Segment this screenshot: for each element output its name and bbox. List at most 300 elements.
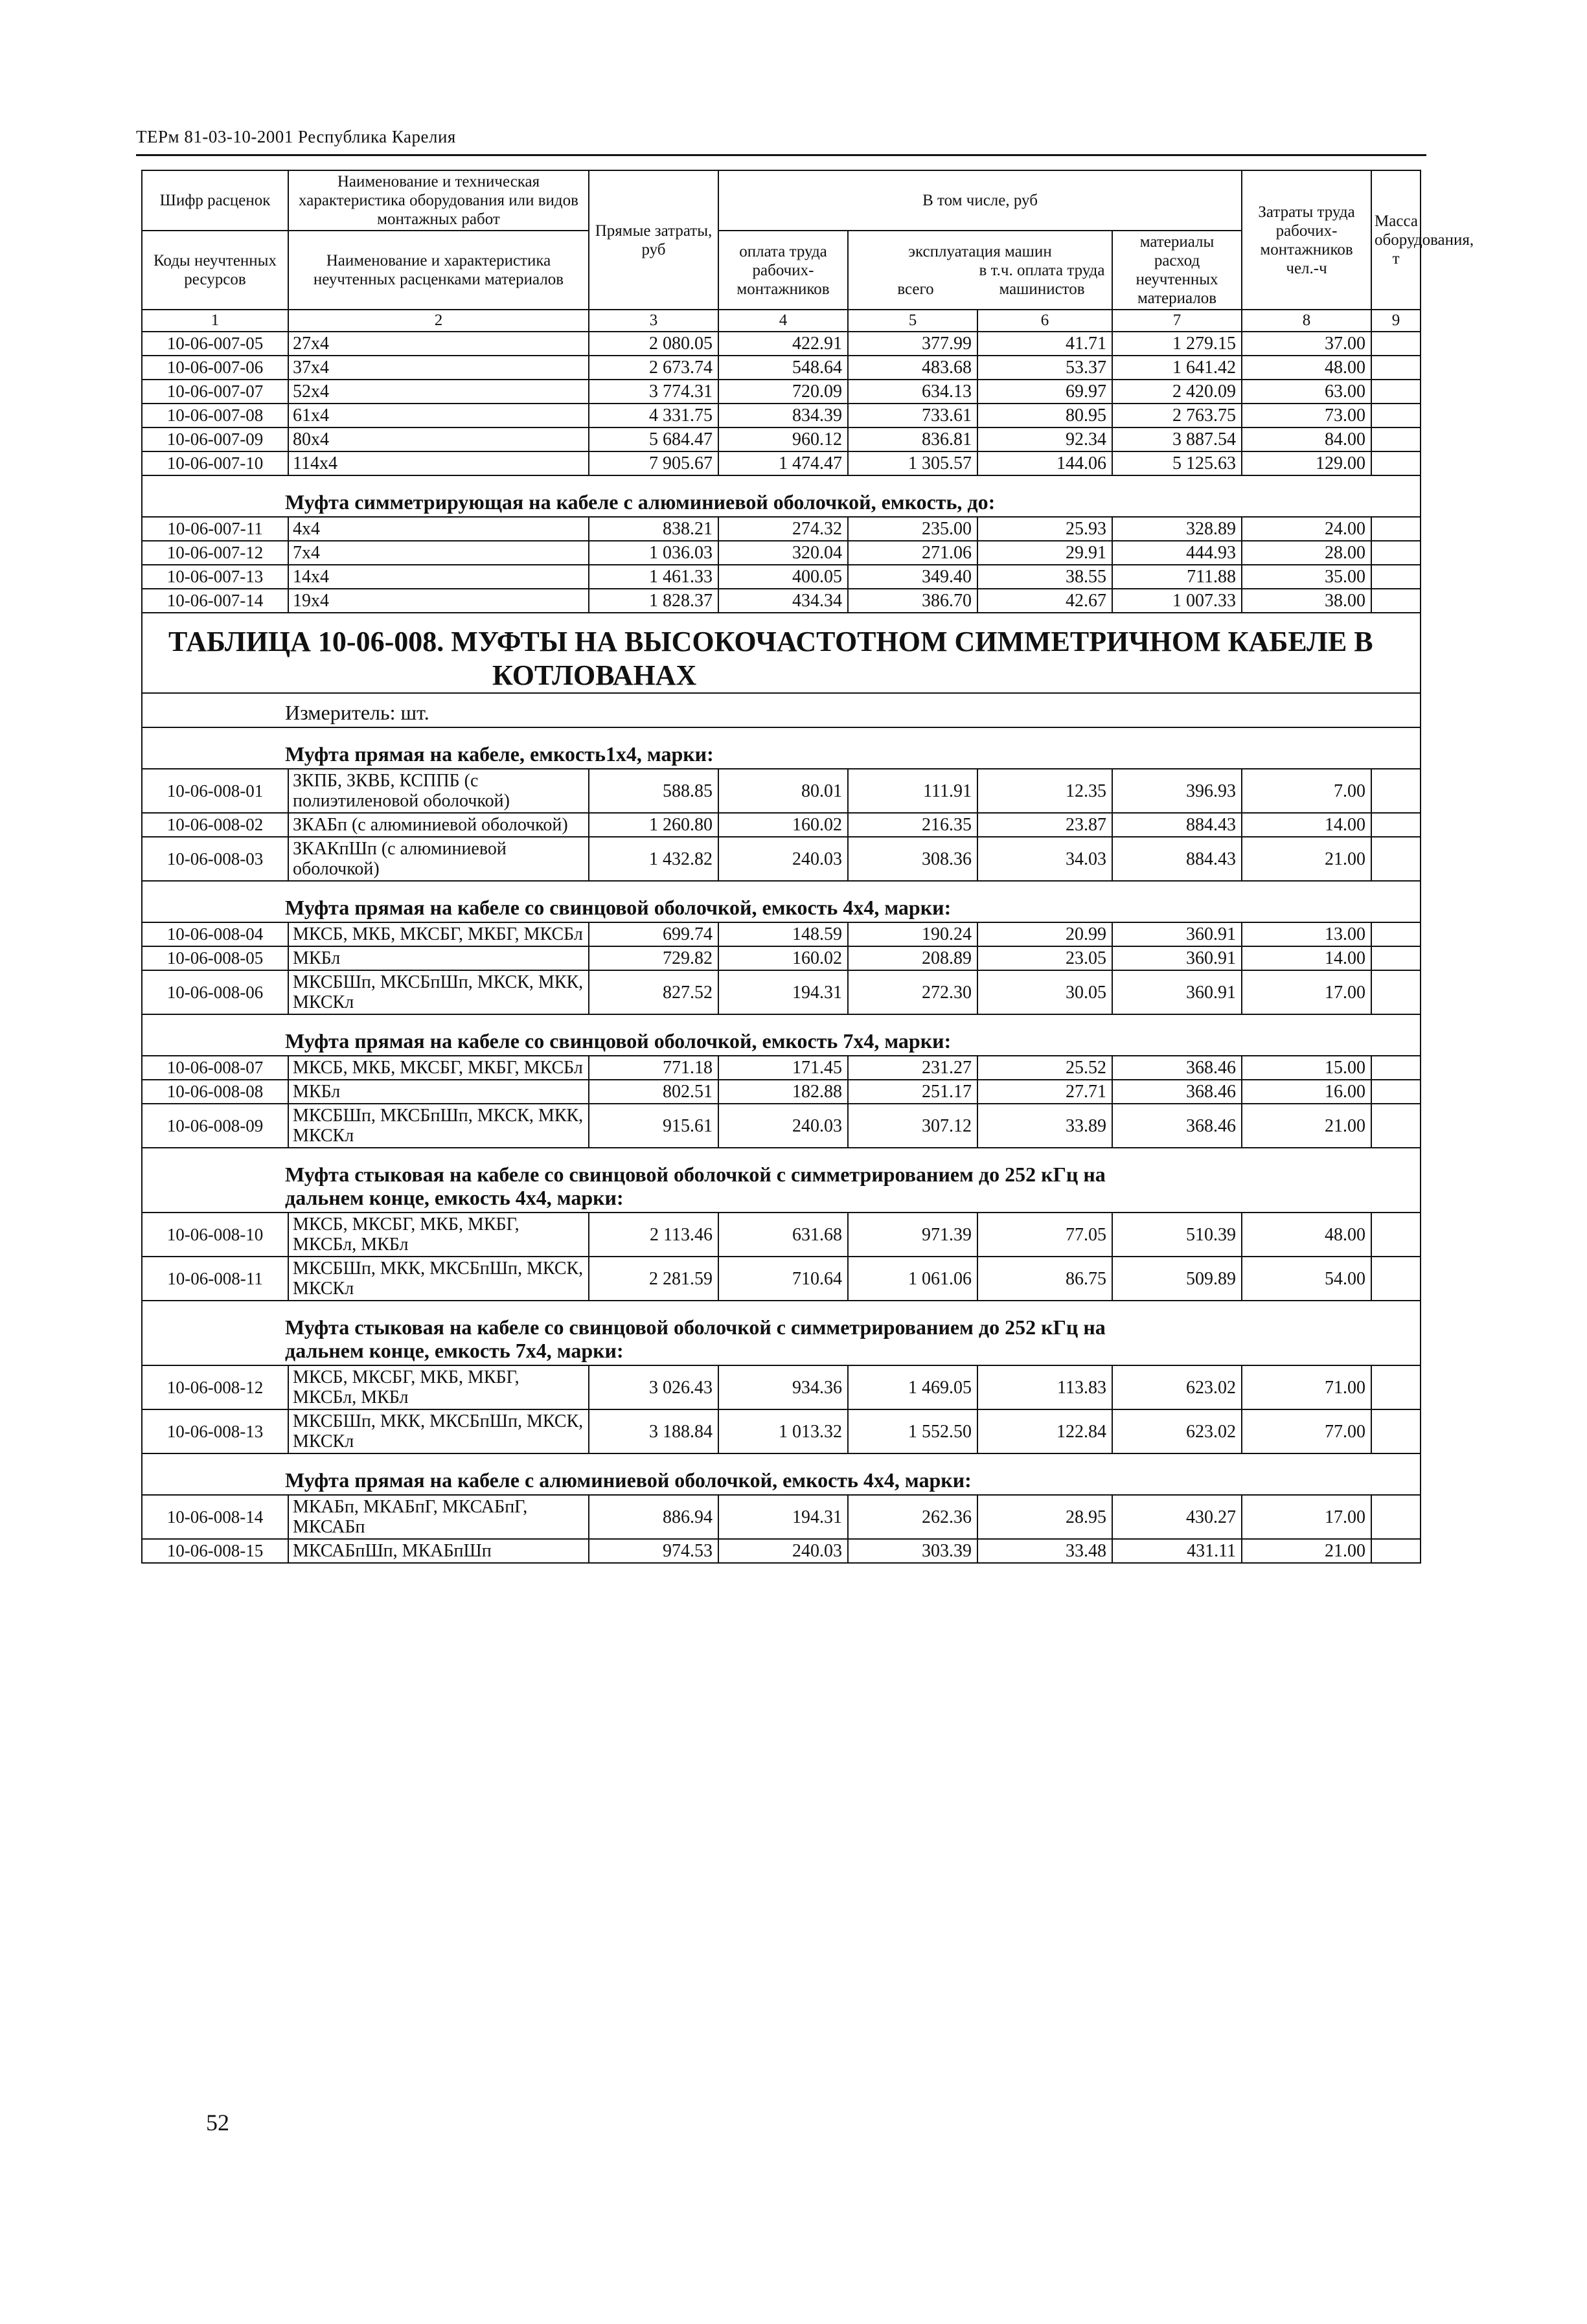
mass — [1371, 1409, 1421, 1453]
mass — [1371, 1495, 1421, 1539]
wages: 631.68 — [718, 1213, 848, 1257]
wages: 1 013.32 — [718, 1409, 848, 1453]
rate-code: 10-06-008-06 — [142, 970, 288, 1014]
rate-code: 10-06-008-13 — [142, 1409, 288, 1453]
col-materials — [1112, 231, 1242, 310]
table-row — [142, 517, 1421, 541]
machinist-wages: 92.34 — [977, 427, 1112, 451]
idx-cell: 3 — [589, 310, 718, 332]
mass — [1371, 565, 1421, 589]
direct-cost: 1 432.82 — [589, 837, 718, 881]
direct-cost: 771.18 — [589, 1056, 718, 1080]
machines-total: 303.39 — [848, 1539, 977, 1563]
labor-hours: 63.00 — [1242, 380, 1371, 404]
direct-cost: 5 684.47 — [589, 427, 718, 451]
labor-hours: 73.00 — [1242, 404, 1371, 427]
machines-total: 235.00 — [848, 517, 977, 541]
wages: 434.34 — [718, 589, 848, 613]
rate-code: 10-06-007-07 — [142, 380, 288, 404]
direct-cost: 886.94 — [589, 1495, 718, 1539]
idx-cell: 8 — [1242, 310, 1371, 332]
rate-code: 10-06-007-09 — [142, 427, 288, 451]
col-including: В том числе, руб — [718, 170, 1242, 231]
machinist-wages: 20.99 — [977, 922, 1112, 946]
page-number: 52 — [206, 2110, 229, 2136]
section-row — [142, 727, 1421, 769]
col-machines-label: эксплуатация машин — [908, 242, 1052, 260]
col-wages: оплата труда рабочих-монтажников — [718, 231, 848, 310]
labor-hours: 16.00 — [1242, 1080, 1371, 1104]
machinist-wages: 25.93 — [977, 517, 1112, 541]
rate-name: МКСБШп, МКК, МКСБпШп, МКСК, МКСКл — [288, 1409, 589, 1453]
materials: 368.46 — [1112, 1056, 1242, 1080]
materials: 368.46 — [1112, 1080, 1242, 1104]
section-title — [142, 475, 1421, 517]
section-title-line: Муфта прямая на кабеле, емкость1x4, марки: — [285, 742, 714, 766]
col-direct: Прямые затраты, руб — [589, 170, 718, 310]
rate-name: МКСБ, МКБ, МКСБГ, МКБГ, МКСБл — [288, 1056, 589, 1080]
mass — [1371, 922, 1421, 946]
wages: 194.31 — [718, 1495, 848, 1539]
labor-hours: 71.00 — [1242, 1365, 1371, 1409]
table-row — [142, 1104, 1421, 1148]
table-row — [142, 1080, 1421, 1104]
labor-hours: 17.00 — [1242, 970, 1371, 1014]
materials: 360.91 — [1112, 922, 1242, 946]
mass — [1371, 1056, 1421, 1080]
table-row — [142, 1539, 1421, 1563]
machinist-wages: 25.52 — [977, 1056, 1112, 1080]
rate-name: МКСБШп, МКСБпШп, МКСК, МКК, МКСКл — [288, 970, 589, 1014]
table-row — [142, 1257, 1421, 1301]
table-row — [142, 404, 1421, 427]
machines-total: 1 469.05 — [848, 1365, 977, 1409]
machinist-wages: 77.05 — [977, 1213, 1112, 1257]
rates-table — [141, 170, 1474, 1564]
materials: 509.89 — [1112, 1257, 1242, 1301]
table-row — [142, 541, 1421, 565]
labor-hours: 48.00 — [1242, 356, 1371, 380]
section-title-line: Муфта прямая на кабеле с алюминиевой оболочкой, емкость 4x4, марки: — [285, 1468, 972, 1492]
mass — [1371, 1539, 1421, 1563]
materials: 5 125.63 — [1112, 451, 1242, 475]
machines-total: 634.13 — [848, 380, 977, 404]
machinist-wages: 38.55 — [977, 565, 1112, 589]
section-title — [142, 1014, 1421, 1056]
labor-hours: 37.00 — [1242, 332, 1371, 356]
mass — [1371, 427, 1421, 451]
rate-code: 10-06-008-11 — [142, 1257, 288, 1301]
direct-cost: 838.21 — [589, 517, 718, 541]
idx-cell: 9 — [1371, 310, 1421, 332]
mass — [1371, 970, 1421, 1014]
section-title-line: Муфта симметрирующая на кабеле с алюминиевой оболочкой, емкость, до: — [285, 490, 996, 514]
machines-total: 111.91 — [848, 769, 977, 813]
col-labor: Затраты труда рабочих-монтажников чел.-ч — [1242, 170, 1371, 310]
wages: 182.88 — [718, 1080, 848, 1104]
col-name-bottom: Наименование и характеристика неучтенных расценками материалов — [288, 231, 589, 310]
materials: 431.11 — [1112, 1539, 1242, 1563]
machinist-wages: 12.35 — [977, 769, 1112, 813]
machinist-wages: 23.05 — [977, 946, 1112, 970]
rate-name: МКСБ, МКСБГ, МКБ, МКБГ, МКСБл, МКБл — [288, 1365, 589, 1409]
machinist-wages: 29.91 — [977, 541, 1112, 565]
machinist-wages: 28.95 — [977, 1495, 1112, 1539]
wages: 548.64 — [718, 356, 848, 380]
col-machinist: в т.ч. оплата труда машинистов — [979, 261, 1105, 298]
section-row — [142, 881, 1421, 922]
materials: 1 007.33 — [1112, 589, 1242, 613]
column-index-row — [142, 310, 1421, 332]
materials: 396.93 — [1112, 769, 1242, 813]
col-materials-label: материалы — [1139, 233, 1215, 251]
labor-hours: 7.00 — [1242, 769, 1371, 813]
direct-cost: 1 461.33 — [589, 565, 718, 589]
direct-cost: 3 774.31 — [589, 380, 718, 404]
mass — [1371, 769, 1421, 813]
rate-name: ЗКАКпШп (с алюминиевой оболочкой) — [288, 837, 589, 881]
section-title-line: Муфта стыковая на кабеле со свинцовой оболочкой с симметрированием до 252 кГц на — [285, 1316, 1106, 1339]
wages: 240.03 — [718, 837, 848, 881]
wages: 934.36 — [718, 1365, 848, 1409]
table-row — [142, 837, 1421, 881]
rate-code: 10-06-008-02 — [142, 813, 288, 837]
direct-cost: 802.51 — [589, 1080, 718, 1104]
mass — [1371, 1213, 1421, 1257]
table-row — [142, 922, 1421, 946]
section-title — [142, 727, 1421, 769]
rate-code: 10-06-008-09 — [142, 1104, 288, 1148]
labor-hours: 54.00 — [1242, 1257, 1371, 1301]
col-mat-unacc: расход неучтенных материалов — [1136, 252, 1218, 307]
section-title — [142, 881, 1421, 922]
table-row — [142, 356, 1421, 380]
direct-cost: 3 026.43 — [589, 1365, 718, 1409]
machinist-wages: 86.75 — [977, 1257, 1112, 1301]
direct-cost: 4 331.75 — [589, 404, 718, 427]
labor-hours: 38.00 — [1242, 589, 1371, 613]
rate-name: 27x4 — [288, 332, 589, 356]
rate-name: ЗКАБп (с алюминиевой оболочкой) — [288, 813, 589, 837]
rate-code: 10-06-008-14 — [142, 1495, 288, 1539]
col-code-top: Шифр расценок — [142, 170, 288, 231]
labor-hours: 21.00 — [1242, 1104, 1371, 1148]
rate-name: 52x4 — [288, 380, 589, 404]
labor-hours: 77.00 — [1242, 1409, 1371, 1453]
table-row — [142, 332, 1421, 356]
wages: 400.05 — [718, 565, 848, 589]
rate-name: 4x4 — [288, 517, 589, 541]
machinist-wages: 113.83 — [977, 1365, 1112, 1409]
direct-cost: 1 828.37 — [589, 589, 718, 613]
machines-total: 308.36 — [848, 837, 977, 881]
direct-cost: 729.82 — [589, 946, 718, 970]
table-heading-line: ТАБЛИЦА 10-06-008. МУФТЫ НА ВЫСОКОЧАСТОТНОМ СИММЕТРИЧНОМ КАБЕЛЕ В — [168, 626, 1373, 657]
table-row — [142, 1213, 1421, 1257]
direct-cost: 1 036.03 — [589, 541, 718, 565]
labor-hours: 28.00 — [1242, 541, 1371, 565]
machinist-wages: 34.03 — [977, 837, 1112, 881]
machines-total: 1 061.06 — [848, 1257, 977, 1301]
table-row — [142, 769, 1421, 813]
rate-name: ЗКПБ, ЗКВБ, КСППБ (с полиэтиленовой оболочкой) — [288, 769, 589, 813]
mass — [1371, 517, 1421, 541]
labor-hours: 14.00 — [1242, 946, 1371, 970]
idx-cell: 5 — [848, 310, 977, 332]
direct-cost: 2 080.05 — [589, 332, 718, 356]
rate-name: 14x4 — [288, 565, 589, 589]
mass — [1371, 837, 1421, 881]
col-machines — [848, 231, 1112, 310]
machines-total: 208.89 — [848, 946, 977, 970]
mass — [1371, 1257, 1421, 1301]
wages: 960.12 — [718, 427, 848, 451]
rate-code: 10-06-007-08 — [142, 404, 288, 427]
mass — [1371, 1104, 1421, 1148]
rate-code: 10-06-008-05 — [142, 946, 288, 970]
machinist-wages: 33.89 — [977, 1104, 1112, 1148]
rate-code: 10-06-008-03 — [142, 837, 288, 881]
table-row — [142, 1495, 1421, 1539]
labor-hours: 24.00 — [1242, 517, 1371, 541]
mass — [1371, 1365, 1421, 1409]
section-title — [142, 1301, 1421, 1365]
rate-name: МКБл — [288, 1080, 589, 1104]
rate-name: МКБл — [288, 946, 589, 970]
labor-hours: 21.00 — [1242, 1539, 1371, 1563]
wages: 1 474.47 — [718, 451, 848, 475]
rate-code: 10-06-008-01 — [142, 769, 288, 813]
wages: 240.03 — [718, 1539, 848, 1563]
machines-total: 733.61 — [848, 404, 977, 427]
labor-hours: 14.00 — [1242, 813, 1371, 837]
wages: 320.04 — [718, 541, 848, 565]
wages: 171.45 — [718, 1056, 848, 1080]
header-rule — [136, 154, 1426, 156]
direct-cost: 1 260.80 — [589, 813, 718, 837]
machinist-wages: 122.84 — [977, 1409, 1112, 1453]
col-mass: Масса оборудования, т — [1371, 170, 1421, 310]
machinist-wages: 144.06 — [977, 451, 1112, 475]
mass — [1371, 451, 1421, 475]
measure-unit-line: Измеритель: шт. — [285, 701, 429, 724]
materials: 328.89 — [1112, 517, 1242, 541]
wages: 148.59 — [718, 922, 848, 946]
wages: 834.39 — [718, 404, 848, 427]
rate-name: 114x4 — [288, 451, 589, 475]
mass — [1371, 541, 1421, 565]
materials: 2 420.09 — [1112, 380, 1242, 404]
idx-cell: 2 — [288, 310, 589, 332]
materials: 430.27 — [1112, 1495, 1242, 1539]
materials: 884.43 — [1112, 837, 1242, 881]
section-title-line: Муфта стыковая на кабеле со свинцовой оболочкой с симметрированием до 252 кГц на — [285, 1163, 1106, 1186]
machines-total: 1 305.57 — [848, 451, 977, 475]
rate-name: МКСАБпШп, МКАБпШп — [288, 1539, 589, 1563]
running-header: ТЕРм 81-03-10-2001 Республика Карелия — [136, 127, 456, 146]
rate-code: 10-06-007-06 — [142, 356, 288, 380]
table-heading-line: КОТЛОВАНАХ — [492, 659, 697, 691]
machines-total: 190.24 — [848, 922, 977, 946]
materials: 1 279.15 — [1112, 332, 1242, 356]
rate-code: 10-06-008-15 — [142, 1539, 288, 1563]
direct-cost: 2 281.59 — [589, 1257, 718, 1301]
machinist-wages: 23.87 — [977, 813, 1112, 837]
mass — [1371, 356, 1421, 380]
section-row — [142, 1453, 1421, 1495]
table-row — [142, 1409, 1421, 1453]
table-row — [142, 1365, 1421, 1409]
table-row — [142, 1056, 1421, 1080]
wages: 194.31 — [718, 970, 848, 1014]
materials: 623.02 — [1112, 1365, 1242, 1409]
section-row — [142, 693, 1421, 727]
materials: 623.02 — [1112, 1409, 1242, 1453]
table-row — [142, 451, 1421, 475]
wages: 240.03 — [718, 1104, 848, 1148]
section-row — [142, 613, 1421, 693]
labor-hours: 15.00 — [1242, 1056, 1371, 1080]
section-title-line: дальнем конце, емкость 7x4, марки: — [285, 1339, 624, 1362]
rate-code: 10-06-008-07 — [142, 1056, 288, 1080]
rate-name: 80x4 — [288, 427, 589, 451]
machinist-wages: 42.67 — [977, 589, 1112, 613]
rate-name: МКСБ, МКСБГ, МКБ, МКБГ, МКСБл, МКБл — [288, 1213, 589, 1257]
table-row — [142, 565, 1421, 589]
rate-code: 10-06-007-05 — [142, 332, 288, 356]
labor-hours: 13.00 — [1242, 922, 1371, 946]
labor-hours: 21.00 — [1242, 837, 1371, 881]
section-row — [142, 475, 1421, 517]
table-row — [142, 380, 1421, 404]
table-heading — [142, 613, 1421, 693]
machines-total: 483.68 — [848, 356, 977, 380]
materials: 3 887.54 — [1112, 427, 1242, 451]
rate-name: МКАБп, МКАБпГ, МКСАБпГ, МКСАБп — [288, 1495, 589, 1539]
rate-code: 10-06-008-08 — [142, 1080, 288, 1104]
materials: 510.39 — [1112, 1213, 1242, 1257]
table-row — [142, 813, 1421, 837]
rate-name: 61x4 — [288, 404, 589, 427]
section-title-line: Муфта прямая на кабеле со свинцовой оболочкой, емкость 4x4, марки: — [285, 896, 952, 919]
machinist-wages: 30.05 — [977, 970, 1112, 1014]
table-row — [142, 427, 1421, 451]
rate-code: 10-06-007-12 — [142, 541, 288, 565]
rate-name: МКСБ, МКБ, МКСБГ, МКБГ, МКСБл — [288, 922, 589, 946]
col-code-bottom: Коды неучтенных ресурсов — [142, 231, 288, 310]
mass — [1371, 1080, 1421, 1104]
materials: 2 763.75 — [1112, 404, 1242, 427]
machines-total: 251.17 — [848, 1080, 977, 1104]
idx-cell: 1 — [142, 310, 288, 332]
machines-total: 377.99 — [848, 332, 977, 356]
direct-cost: 7 905.67 — [589, 451, 718, 475]
machinist-wages: 33.48 — [977, 1539, 1112, 1563]
col-name-top: Наименование и техническая характеристика оборудования или видов монтажных работ — [288, 170, 589, 231]
machinist-wages: 69.97 — [977, 380, 1112, 404]
table-row — [142, 589, 1421, 613]
wages: 422.91 — [718, 332, 848, 356]
rate-code: 10-06-008-10 — [142, 1213, 288, 1257]
machines-total: 971.39 — [848, 1213, 977, 1257]
rate-code: 10-06-007-14 — [142, 589, 288, 613]
machinist-wages: 41.71 — [977, 332, 1112, 356]
mass — [1371, 332, 1421, 356]
direct-cost: 699.74 — [589, 922, 718, 946]
section-row — [142, 1148, 1421, 1213]
machines-total: 272.30 — [848, 970, 977, 1014]
direct-cost: 915.61 — [589, 1104, 718, 1148]
direct-cost: 974.53 — [589, 1539, 718, 1563]
idx-cell: 4 — [718, 310, 848, 332]
rate-code: 10-06-008-12 — [142, 1365, 288, 1409]
labor-hours: 84.00 — [1242, 427, 1371, 451]
machines-total: 216.35 — [848, 813, 977, 837]
labor-hours: 48.00 — [1242, 1213, 1371, 1257]
direct-cost: 2 113.46 — [589, 1213, 718, 1257]
table-row — [142, 970, 1421, 1014]
section-title — [142, 1148, 1421, 1213]
labor-hours: 129.00 — [1242, 451, 1371, 475]
mass — [1371, 404, 1421, 427]
machinist-wages: 53.37 — [977, 356, 1112, 380]
header-row-1 — [142, 170, 1421, 231]
idx-cell: 7 — [1112, 310, 1242, 332]
machines-total: 262.36 — [848, 1495, 977, 1539]
rate-code: 10-06-007-11 — [142, 517, 288, 541]
machines-total: 1 552.50 — [848, 1409, 977, 1453]
section-title-line: Муфта прямая на кабеле со свинцовой оболочкой, емкость 7x4, марки: — [285, 1029, 952, 1053]
machines-total: 349.40 — [848, 565, 977, 589]
materials: 444.93 — [1112, 541, 1242, 565]
rate-name: МКСБШп, МКСБпШп, МКСК, МКК, МКСКл — [288, 1104, 589, 1148]
rate-code: 10-06-007-10 — [142, 451, 288, 475]
section-title-line: дальнем конце, емкость 4x4, марки: — [285, 1186, 624, 1209]
machines-total: 271.06 — [848, 541, 977, 565]
direct-cost: 2 673.74 — [589, 356, 718, 380]
wages: 710.64 — [718, 1257, 848, 1301]
machines-total: 307.12 — [848, 1104, 977, 1148]
materials: 1 641.42 — [1112, 356, 1242, 380]
wages: 80.01 — [718, 769, 848, 813]
section-row — [142, 1014, 1421, 1056]
rate-code: 10-06-008-04 — [142, 922, 288, 946]
labor-hours: 35.00 — [1242, 565, 1371, 589]
section-title — [142, 1453, 1421, 1495]
machines-total: 386.70 — [848, 589, 977, 613]
machines-total: 836.81 — [848, 427, 977, 451]
wages: 274.32 — [718, 517, 848, 541]
table-row — [142, 946, 1421, 970]
mass — [1371, 589, 1421, 613]
materials: 360.91 — [1112, 970, 1242, 1014]
materials: 884.43 — [1112, 813, 1242, 837]
direct-cost: 3 188.84 — [589, 1409, 718, 1453]
wages: 160.02 — [718, 813, 848, 837]
direct-cost: 588.85 — [589, 769, 718, 813]
col-machines-total: всего — [897, 280, 934, 298]
materials: 368.46 — [1112, 1104, 1242, 1148]
idx-cell: 6 — [977, 310, 1112, 332]
labor-hours: 17.00 — [1242, 1495, 1371, 1539]
measure-unit — [142, 693, 1421, 727]
wages: 720.09 — [718, 380, 848, 404]
rate-name: МКСБШп, МКК, МКСБпШп, МКСК, МКСКл — [288, 1257, 589, 1301]
rate-name: 37x4 — [288, 356, 589, 380]
rate-name: 19x4 — [288, 589, 589, 613]
materials: 711.88 — [1112, 565, 1242, 589]
machines-total: 231.27 — [848, 1056, 977, 1080]
